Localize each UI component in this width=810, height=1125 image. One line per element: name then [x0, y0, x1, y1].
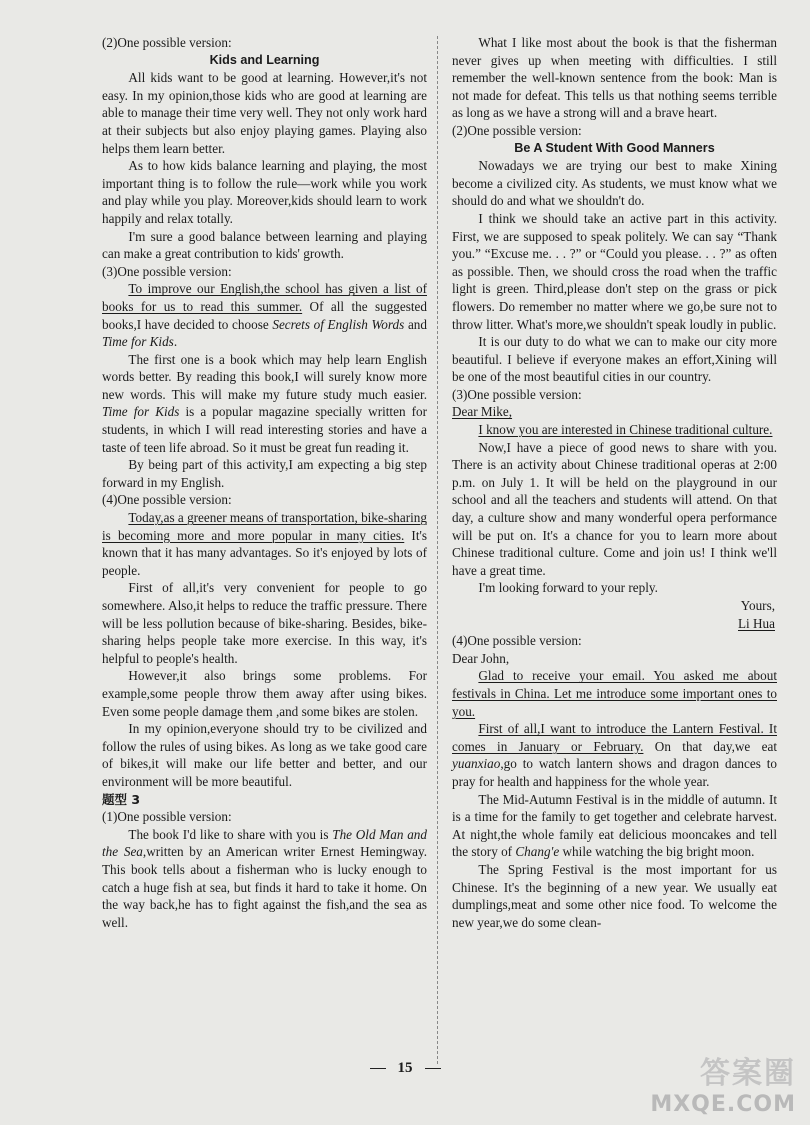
book-title: Time for Kids [102, 404, 180, 420]
paragraph: All kids want to be good at learning. However,it's not easy. In my opinion,those kids who are good at learning are able to manage their time very well. They not only work hard at their subjects but also enjoy playing games. Playing also helps them learn better. [102, 70, 427, 156]
paragraph [102, 826, 427, 932]
letter-signature [452, 615, 777, 633]
page-number-text: 15 [397, 1060, 413, 1076]
underlined-sentence: Today,as a greener means of transportation, bike-sharing is becoming more and more popular in many cities. [102, 510, 427, 543]
text-run: On that day,we eat [643, 738, 777, 754]
underlined-sentence: I know you are interested in Chinese traditional culture. [478, 422, 773, 438]
column-divider [437, 36, 438, 1064]
paragraph [102, 351, 427, 457]
version-label: (1)One possible version: [102, 809, 232, 825]
version-label: (2)One possible version: [452, 122, 582, 138]
text-run: and [404, 316, 427, 332]
text-run: The book I'd like to share with you is [128, 826, 333, 842]
paragraph: Now,I have a piece of good news to share with you. There is an activity about Chinese traditional operas at 2:00 p.m. on July 1. It will be held on the playground in our school and all the teachers and students will attend. On that day, a culture show and many wonderful opera performance will be put on. It's a chance for you to learn more about Chinese traditional culture. Come and join us! I think we'll have a great time. [452, 439, 777, 578]
underlined-sentence: To improve our English,the school has given a list of books for us to read this summer. [102, 281, 427, 314]
right-column [452, 34, 777, 931]
underlined-sentence: Dear Mike, [452, 404, 513, 420]
paragraph: In my opinion,everyone should try to be civilized and follow the rules of using bikes. As long as we take good care of bikes,it will make our life better and better, and our environment will be more beautiful. [102, 721, 427, 789]
letter-greeting: Dear John, [452, 650, 510, 666]
book-title: Secrets of English Words [272, 316, 405, 332]
paragraph [452, 791, 777, 861]
version-label: (4)One possible version: [102, 492, 232, 508]
paragraph: I'm sure a good balance between learning and playing can make a great contribution to kids' growth. [102, 228, 427, 262]
underlined-sentence: Li Hua [738, 615, 775, 631]
text-run: ,go to watch lantern shows and dragon dances to pray for health and happiness for the whole year. [452, 756, 777, 789]
underlined-sentence: Glad to receive your email. You asked me about festivals in China. Let me introduce some important ones to you. [452, 668, 777, 719]
paragraph: First of all,it's very convenient for people to go somewhere. Also,it helps to reduce the traffic pressure. There will be less pollution because of bike-sharing. Besides, bike-sharing helps people take more exercise. In this way, it's helpful to people's health. [102, 580, 427, 666]
text-run: Of all the suggested books,I have decided to choose [102, 298, 428, 332]
text-run: The first one is a book which may help learn English words better. By reading this book,I will surely know more new words. This will make my future study much easier. [102, 351, 427, 402]
version-label: (2)One possible version: [102, 35, 232, 50]
text-run: The Mid-Autumn Festival is in the middle of autumn. It is a time for the family to get together and celebrate harvest. At night,the whole family eat delicious mooncakes and tell the story of [452, 791, 777, 860]
paragraph: The Spring Festival is the most important for us Chinese. It's the beginning of a new year. We usually eat dumplings,meat and some other nice food. To welcome the new year,we do some clean- [452, 861, 777, 930]
paragraph: I'm looking forward to your reply. [478, 580, 658, 596]
paragraph [452, 667, 777, 720]
paragraph: What I like most about the book is that the fisherman never gives up when meeting with difficulties. I still remember the well-known sentence from the book: Man is not made for defeat. This tells us that nothing seems terrible as long as we have a strong will and a brave heart. [452, 35, 777, 121]
letter-greeting [452, 403, 777, 421]
watermark-url: MXQE.COM [650, 1092, 796, 1117]
letter-closing: Yours, [740, 598, 775, 613]
text-run: is a popular magazine specially written for students, in which I will read interesting stories and have a taste of teen life abroad. So it must be great fun reading it. [102, 404, 427, 455]
book-title: The Old Man and the Sea [102, 826, 427, 860]
paragraph: It is our duty to do what we can to make our city more beautiful. I believe if everyone makes an effort,Xining will be one of the most beautiful cities in our country. [452, 334, 777, 385]
text-run: ,written by an American writer Ernest Hemingway. This book tells about a fisherman who is lucky enough to catch a huge fish at sea, but finds it hard to take it home. On the way back,he has to fight against the fish,and the sea as well. [102, 844, 428, 930]
section-heading: 题型 3 [102, 791, 141, 807]
book-title: Time for Kids [102, 334, 174, 350]
paragraph: As to how kids balance learning and playing, the most important thing is to follow the rule—work while you work and play while you play. Moreover,kids should learn to work happily and relax totally. [102, 158, 427, 226]
paragraph: By being part of this activity,I am expecting a big step forward in my English. [102, 457, 427, 490]
paragraph [452, 720, 777, 790]
italic-word: Chang'e [515, 844, 560, 860]
watermark [650, 1048, 796, 1117]
watermark-logo-text: 答案圈 [700, 1056, 796, 1091]
version-label: (4)One possible version: [452, 633, 582, 649]
text-run: while watching the big bright moon. [559, 844, 755, 860]
text-run: It's known that it has many advantages. So it's enjoyed by lots of people. [102, 527, 427, 578]
underlined-sentence: First of all,I want to introduce the Lantern Festival. It comes in January or February. [452, 721, 777, 754]
paragraph: I think we should take an active part in this activity. First, we are supposed to speak politely. We can say “Thank you.” “Excuse me. . . ?” or “Could you please. . . ?” as often as possible. Then, we should cross the road when the traffic light is green. Third,please don't step on the grass or pick flowers. Do remember no matter where we go,be sure not to throw litter. What's more,we shouldn't speak loudly in public. [452, 210, 777, 332]
paragraph [102, 509, 427, 579]
version-label: (3)One possible version: [102, 263, 232, 279]
page-number-dash [425, 1068, 441, 1069]
essay-title: Kids and Learning [209, 52, 320, 67]
essay-title: Be A Student With Good Manners [514, 140, 715, 155]
left-column [102, 34, 427, 931]
text-run: . [173, 334, 178, 350]
paragraph [452, 421, 777, 439]
paragraph: However,it also brings some problems. For example,some people throw them away after using bikes. Even some people damage them ,and some bikes are stolen. [102, 668, 427, 719]
italic-word: yuanxiao [452, 756, 501, 772]
paragraph [102, 280, 427, 350]
paragraph: Nowadays we are trying our best to make Xining become a civilized city. As students, we must know what we should do and what we shouldn't do. [452, 158, 777, 209]
page-number-dash [370, 1068, 386, 1069]
version-label: (3)One possible version: [452, 386, 582, 402]
